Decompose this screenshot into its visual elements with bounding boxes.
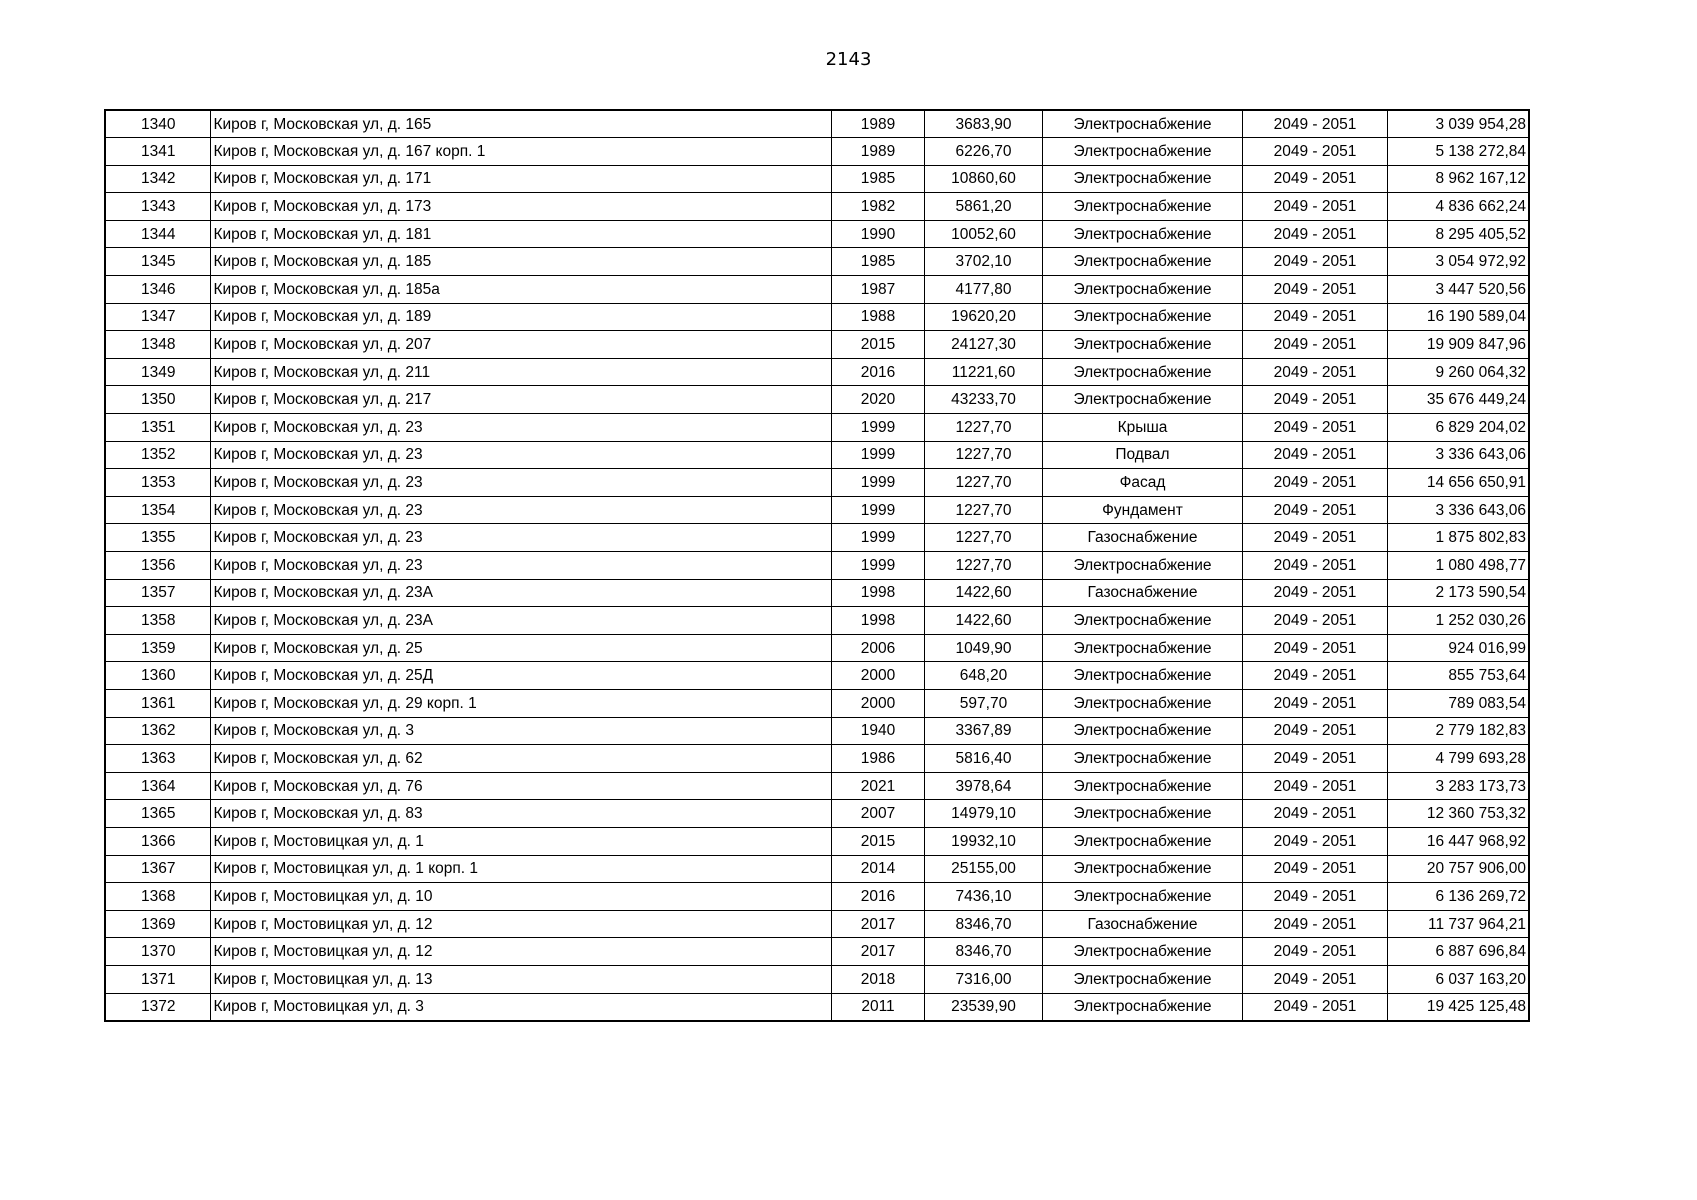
cost-cell: 8 295 405,52: [1387, 220, 1529, 248]
address-cell: Киров г, Московская ул, д. 185: [210, 248, 831, 276]
work-type-cell: Электроснабжение: [1042, 276, 1242, 304]
work-type-cell: Электроснабжение: [1042, 331, 1242, 359]
table-row: [105, 634, 1529, 662]
period-cell: 2049 - 2051: [1242, 276, 1387, 304]
row-number-cell: 1358: [105, 607, 210, 635]
area-cell: 19932,10: [924, 827, 1042, 855]
cost-cell: 6 037 163,20: [1387, 965, 1529, 993]
work-type-cell: Электроснабжение: [1042, 883, 1242, 911]
period-cell: 2049 - 2051: [1242, 248, 1387, 276]
row-number-cell: 1356: [105, 552, 210, 580]
build-year-cell: 2018: [831, 965, 924, 993]
cost-cell: 11 737 964,21: [1387, 910, 1529, 938]
period-cell: 2049 - 2051: [1242, 607, 1387, 635]
address-cell: Киров г, Московская ул, д. 23: [210, 469, 831, 497]
period-cell: 2049 - 2051: [1242, 883, 1387, 911]
build-year-cell: 1985: [831, 248, 924, 276]
address-cell: Киров г, Мостовицкая ул, д. 13: [210, 965, 831, 993]
build-year-cell: 2000: [831, 689, 924, 717]
period-cell: 2049 - 2051: [1242, 938, 1387, 966]
area-cell: 1227,70: [924, 524, 1042, 552]
work-type-cell: Электроснабжение: [1042, 965, 1242, 993]
table-row: [105, 358, 1529, 386]
address-cell: Киров г, Московская ул, д. 207: [210, 331, 831, 359]
address-cell: Киров г, Мостовицкая ул, д. 1: [210, 827, 831, 855]
cost-cell: 4 836 662,24: [1387, 193, 1529, 221]
row-number-cell: 1370: [105, 938, 210, 966]
address-cell: Киров г, Мостовицкая ул, д. 10: [210, 883, 831, 911]
build-year-cell: 2016: [831, 883, 924, 911]
row-number-cell: 1368: [105, 883, 210, 911]
area-cell: 25155,00: [924, 855, 1042, 883]
build-year-cell: 1999: [831, 441, 924, 469]
address-cell: Киров г, Московская ул, д. 23: [210, 414, 831, 442]
table-row: [105, 303, 1529, 331]
area-cell: 43233,70: [924, 386, 1042, 414]
cost-cell: 19 909 847,96: [1387, 331, 1529, 359]
address-cell: Киров г, Московская ул, д. 23: [210, 552, 831, 580]
cost-cell: 3 039 954,28: [1387, 110, 1529, 138]
area-cell: 1227,70: [924, 441, 1042, 469]
table-row: [105, 496, 1529, 524]
cost-cell: 3 447 520,56: [1387, 276, 1529, 304]
cost-cell: 789 083,54: [1387, 689, 1529, 717]
period-cell: 2049 - 2051: [1242, 993, 1387, 1021]
cost-cell: 1 080 498,77: [1387, 552, 1529, 580]
build-year-cell: 2021: [831, 772, 924, 800]
table-row: [105, 138, 1529, 166]
table-row: [105, 469, 1529, 497]
period-cell: 2049 - 2051: [1242, 717, 1387, 745]
build-year-cell: 2006: [831, 634, 924, 662]
address-cell: Киров г, Московская ул, д. 23: [210, 524, 831, 552]
address-cell: Киров г, Московская ул, д. 181: [210, 220, 831, 248]
work-type-cell: Электроснабжение: [1042, 938, 1242, 966]
row-number-cell: 1357: [105, 579, 210, 607]
build-year-cell: 1985: [831, 165, 924, 193]
cost-cell: 924 016,99: [1387, 634, 1529, 662]
address-cell: Киров г, Московская ул, д. 173: [210, 193, 831, 221]
work-type-cell: Подвал: [1042, 441, 1242, 469]
table-row: [105, 248, 1529, 276]
period-cell: 2049 - 2051: [1242, 386, 1387, 414]
row-number-cell: 1345: [105, 248, 210, 276]
period-cell: 2049 - 2051: [1242, 689, 1387, 717]
cost-cell: 3 336 643,06: [1387, 441, 1529, 469]
build-year-cell: 1940: [831, 717, 924, 745]
build-year-cell: 1999: [831, 414, 924, 442]
work-type-cell: Электроснабжение: [1042, 386, 1242, 414]
build-year-cell: 2020: [831, 386, 924, 414]
table-row: [105, 827, 1529, 855]
period-cell: 2049 - 2051: [1242, 193, 1387, 221]
row-number-cell: 1364: [105, 772, 210, 800]
build-year-cell: 1987: [831, 276, 924, 304]
build-year-cell: 1989: [831, 110, 924, 138]
build-year-cell: 2014: [831, 855, 924, 883]
period-cell: 2049 - 2051: [1242, 303, 1387, 331]
cost-cell: 3 336 643,06: [1387, 496, 1529, 524]
work-type-cell: Фундамент: [1042, 496, 1242, 524]
build-year-cell: 2016: [831, 358, 924, 386]
address-cell: Киров г, Московская ул, д. 189: [210, 303, 831, 331]
address-cell: Киров г, Московская ул, д. 171: [210, 165, 831, 193]
row-number-cell: 1341: [105, 138, 210, 166]
build-year-cell: 1998: [831, 579, 924, 607]
address-cell: Киров г, Мостовицкая ул, д. 12: [210, 938, 831, 966]
table-row: [105, 965, 1529, 993]
area-cell: 3683,90: [924, 110, 1042, 138]
period-cell: 2049 - 2051: [1242, 579, 1387, 607]
address-cell: Киров г, Мостовицкая ул, д. 1 корп. 1: [210, 855, 831, 883]
period-cell: 2049 - 2051: [1242, 110, 1387, 138]
row-number-cell: 1360: [105, 662, 210, 690]
table-row: [105, 883, 1529, 911]
area-cell: 4177,80: [924, 276, 1042, 304]
work-type-cell: Электроснабжение: [1042, 110, 1242, 138]
period-cell: 2049 - 2051: [1242, 496, 1387, 524]
work-type-cell: Электроснабжение: [1042, 827, 1242, 855]
address-cell: Киров г, Мостовицкая ул, д. 3: [210, 993, 831, 1021]
row-number-cell: 1352: [105, 441, 210, 469]
table-row: [105, 579, 1529, 607]
build-year-cell: 1999: [831, 496, 924, 524]
period-cell: 2049 - 2051: [1242, 855, 1387, 883]
build-year-cell: 2015: [831, 331, 924, 359]
table-row: [105, 717, 1529, 745]
work-type-cell: Электроснабжение: [1042, 165, 1242, 193]
address-cell: Киров г, Московская ул, д. 23: [210, 496, 831, 524]
build-year-cell: 2017: [831, 910, 924, 938]
table-row: [105, 910, 1529, 938]
area-cell: 14979,10: [924, 800, 1042, 828]
repair-schedule-table: [104, 109, 1530, 1022]
area-cell: 11221,60: [924, 358, 1042, 386]
build-year-cell: 2011: [831, 993, 924, 1021]
cost-cell: 6 829 204,02: [1387, 414, 1529, 442]
period-cell: 2049 - 2051: [1242, 800, 1387, 828]
area-cell: 19620,20: [924, 303, 1042, 331]
area-cell: 24127,30: [924, 331, 1042, 359]
area-cell: 1227,70: [924, 552, 1042, 580]
row-number-cell: 1365: [105, 800, 210, 828]
table-row: [105, 276, 1529, 304]
build-year-cell: 2017: [831, 938, 924, 966]
row-number-cell: 1342: [105, 165, 210, 193]
table-row: [105, 993, 1529, 1021]
work-type-cell: Электроснабжение: [1042, 662, 1242, 690]
address-cell: Киров г, Московская ул, д. 76: [210, 772, 831, 800]
area-cell: 7436,10: [924, 883, 1042, 911]
row-number-cell: 1344: [105, 220, 210, 248]
row-number-cell: 1369: [105, 910, 210, 938]
address-cell: Киров г, Московская ул, д. 23: [210, 441, 831, 469]
area-cell: 1227,70: [924, 469, 1042, 497]
area-cell: 3978,64: [924, 772, 1042, 800]
table-row: [105, 524, 1529, 552]
cost-cell: 6 887 696,84: [1387, 938, 1529, 966]
area-cell: 10860,60: [924, 165, 1042, 193]
build-year-cell: 1999: [831, 469, 924, 497]
address-cell: Киров г, Московская ул, д. 29 корп. 1: [210, 689, 831, 717]
area-cell: 5861,20: [924, 193, 1042, 221]
work-type-cell: Электроснабжение: [1042, 717, 1242, 745]
build-year-cell: 1999: [831, 524, 924, 552]
row-number-cell: 1363: [105, 745, 210, 773]
cost-cell: 4 799 693,28: [1387, 745, 1529, 773]
work-type-cell: Электроснабжение: [1042, 800, 1242, 828]
table-row: [105, 414, 1529, 442]
row-number-cell: 1340: [105, 110, 210, 138]
work-type-cell: Электроснабжение: [1042, 607, 1242, 635]
work-type-cell: Газоснабжение: [1042, 579, 1242, 607]
period-cell: 2049 - 2051: [1242, 524, 1387, 552]
area-cell: 1049,90: [924, 634, 1042, 662]
cost-cell: 855 753,64: [1387, 662, 1529, 690]
period-cell: 2049 - 2051: [1242, 441, 1387, 469]
work-type-cell: Электроснабжение: [1042, 303, 1242, 331]
row-number-cell: 1347: [105, 303, 210, 331]
period-cell: 2049 - 2051: [1242, 220, 1387, 248]
row-number-cell: 1351: [105, 414, 210, 442]
table-row: [105, 193, 1529, 221]
build-year-cell: 1998: [831, 607, 924, 635]
build-year-cell: 1999: [831, 552, 924, 580]
row-number-cell: 1349: [105, 358, 210, 386]
address-cell: Киров г, Московская ул, д. 3: [210, 717, 831, 745]
period-cell: 2049 - 2051: [1242, 552, 1387, 580]
cost-cell: 2 173 590,54: [1387, 579, 1529, 607]
build-year-cell: 1989: [831, 138, 924, 166]
build-year-cell: 1986: [831, 745, 924, 773]
period-cell: 2049 - 2051: [1242, 634, 1387, 662]
table-row: [105, 855, 1529, 883]
row-number-cell: 1361: [105, 689, 210, 717]
build-year-cell: 1988: [831, 303, 924, 331]
work-type-cell: Электроснабжение: [1042, 248, 1242, 276]
area-cell: 597,70: [924, 689, 1042, 717]
row-number-cell: 1350: [105, 386, 210, 414]
build-year-cell: 1982: [831, 193, 924, 221]
address-cell: Киров г, Мостовицкая ул, д. 12: [210, 910, 831, 938]
row-number-cell: 1366: [105, 827, 210, 855]
table-row: [105, 689, 1529, 717]
work-type-cell: Фасад: [1042, 469, 1242, 497]
address-cell: Киров г, Московская ул, д. 23А: [210, 607, 831, 635]
work-type-cell: Электроснабжение: [1042, 855, 1242, 883]
work-type-cell: Электроснабжение: [1042, 634, 1242, 662]
row-number-cell: 1348: [105, 331, 210, 359]
period-cell: 2049 - 2051: [1242, 662, 1387, 690]
cost-cell: 2 779 182,83: [1387, 717, 1529, 745]
work-type-cell: Электроснабжение: [1042, 772, 1242, 800]
area-cell: 648,20: [924, 662, 1042, 690]
address-cell: Киров г, Московская ул, д. 62: [210, 745, 831, 773]
cost-cell: 6 136 269,72: [1387, 883, 1529, 911]
work-type-cell: Электроснабжение: [1042, 138, 1242, 166]
period-cell: 2049 - 2051: [1242, 358, 1387, 386]
row-number-cell: 1346: [105, 276, 210, 304]
cost-cell: 1 252 030,26: [1387, 607, 1529, 635]
row-number-cell: 1353: [105, 469, 210, 497]
work-type-cell: Электроснабжение: [1042, 745, 1242, 773]
work-type-cell: Газоснабжение: [1042, 910, 1242, 938]
table-row: [105, 386, 1529, 414]
address-cell: Киров г, Московская ул, д. 83: [210, 800, 831, 828]
work-type-cell: Электроснабжение: [1042, 993, 1242, 1021]
table-row: [105, 441, 1529, 469]
area-cell: 1227,70: [924, 414, 1042, 442]
work-type-cell: Крыша: [1042, 414, 1242, 442]
address-cell: Киров г, Московская ул, д. 23А: [210, 579, 831, 607]
table-body: [105, 110, 1529, 1021]
address-cell: Киров г, Московская ул, д. 165: [210, 110, 831, 138]
cost-cell: 16 447 968,92: [1387, 827, 1529, 855]
cost-cell: 1 875 802,83: [1387, 524, 1529, 552]
area-cell: 6226,70: [924, 138, 1042, 166]
cost-cell: 35 676 449,24: [1387, 386, 1529, 414]
row-number-cell: 1362: [105, 717, 210, 745]
area-cell: 5816,40: [924, 745, 1042, 773]
cost-cell: 9 260 064,32: [1387, 358, 1529, 386]
table-row: [105, 938, 1529, 966]
build-year-cell: 2015: [831, 827, 924, 855]
row-number-cell: 1359: [105, 634, 210, 662]
area-cell: 8346,70: [924, 910, 1042, 938]
build-year-cell: 2007: [831, 800, 924, 828]
row-number-cell: 1355: [105, 524, 210, 552]
period-cell: 2049 - 2051: [1242, 414, 1387, 442]
table-row: [105, 331, 1529, 359]
build-year-cell: 2000: [831, 662, 924, 690]
table-row: [105, 607, 1529, 635]
address-cell: Киров г, Московская ул, д. 217: [210, 386, 831, 414]
table-row: [105, 800, 1529, 828]
page-number: 2143: [825, 49, 872, 70]
area-cell: 8346,70: [924, 938, 1042, 966]
cost-cell: 8 962 167,12: [1387, 165, 1529, 193]
row-number-cell: 1354: [105, 496, 210, 524]
area-cell: 10052,60: [924, 220, 1042, 248]
table-row: [105, 745, 1529, 773]
work-type-cell: Газоснабжение: [1042, 524, 1242, 552]
address-cell: Киров г, Московская ул, д. 167 корп. 1: [210, 138, 831, 166]
work-type-cell: Электроснабжение: [1042, 220, 1242, 248]
row-number-cell: 1371: [105, 965, 210, 993]
table-row: [105, 110, 1529, 138]
table-row: [105, 772, 1529, 800]
address-cell: Киров г, Московская ул, д. 185а: [210, 276, 831, 304]
period-cell: 2049 - 2051: [1242, 745, 1387, 773]
area-cell: 3702,10: [924, 248, 1042, 276]
cost-cell: 20 757 906,00: [1387, 855, 1529, 883]
address-cell: Киров г, Московская ул, д. 25Д: [210, 662, 831, 690]
table-row: [105, 220, 1529, 248]
work-type-cell: Электроснабжение: [1042, 552, 1242, 580]
row-number-cell: 1343: [105, 193, 210, 221]
period-cell: 2049 - 2051: [1242, 827, 1387, 855]
period-cell: 2049 - 2051: [1242, 165, 1387, 193]
row-number-cell: 1367: [105, 855, 210, 883]
period-cell: 2049 - 2051: [1242, 910, 1387, 938]
period-cell: 2049 - 2051: [1242, 469, 1387, 497]
period-cell: 2049 - 2051: [1242, 772, 1387, 800]
cost-cell: 3 054 972,92: [1387, 248, 1529, 276]
work-type-cell: Электроснабжение: [1042, 193, 1242, 221]
period-cell: 2049 - 2051: [1242, 138, 1387, 166]
cost-cell: 3 283 173,73: [1387, 772, 1529, 800]
area-cell: 3367,89: [924, 717, 1042, 745]
period-cell: 2049 - 2051: [1242, 965, 1387, 993]
cost-cell: 19 425 125,48: [1387, 993, 1529, 1021]
area-cell: 23539,90: [924, 993, 1042, 1021]
address-cell: Киров г, Московская ул, д. 25: [210, 634, 831, 662]
area-cell: 1422,60: [924, 607, 1042, 635]
table-row: [105, 662, 1529, 690]
cost-cell: 12 360 753,32: [1387, 800, 1529, 828]
period-cell: 2049 - 2051: [1242, 331, 1387, 359]
row-number-cell: 1372: [105, 993, 210, 1021]
area-cell: 7316,00: [924, 965, 1042, 993]
cost-cell: 5 138 272,84: [1387, 138, 1529, 166]
cost-cell: 16 190 589,04: [1387, 303, 1529, 331]
table-row: [105, 552, 1529, 580]
work-type-cell: Электроснабжение: [1042, 689, 1242, 717]
build-year-cell: 1990: [831, 220, 924, 248]
cost-cell: 14 656 650,91: [1387, 469, 1529, 497]
table-row: [105, 165, 1529, 193]
address-cell: Киров г, Московская ул, д. 211: [210, 358, 831, 386]
area-cell: 1422,60: [924, 579, 1042, 607]
area-cell: 1227,70: [924, 496, 1042, 524]
work-type-cell: Электроснабжение: [1042, 358, 1242, 386]
